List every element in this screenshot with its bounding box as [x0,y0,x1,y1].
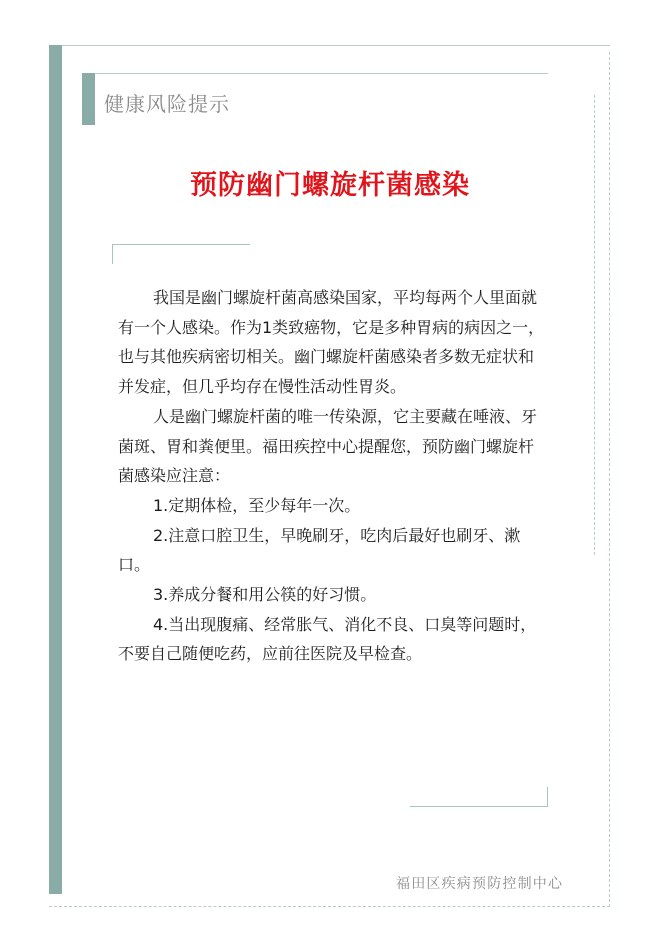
corner-bracket-top-left-vertical [112,244,113,264]
paragraph-intro: 我国是幽门螺旋杆菌高感染国家，平均每两个人里面就有一个人感染。作为1类致癌物，它是多种胃病的病因之一，也与其他疾病密切相关。幽门螺旋杆菌感染者多数无症状和并发症，但几乎均存在慢性活动性胃炎。 [118,288,545,397]
paragraph-source: 人是幽门螺旋杆菌的唯一传染源，它主要藏在唾液、牙菌斑、胃和粪便里。福田疾控中心提醒您，预防幽门螺旋杆菌感染应注意： [118,406,538,486]
tip-item: 1.定期体检，至少每年一次。 [153,495,361,515]
corner-bracket-bottom-right [410,806,548,807]
tip-item: 2.注意口腔卫生，早晚刷牙，吃肉后最好也刷牙、漱口。 [118,525,521,575]
article-body [118,283,548,669]
corner-bracket-top-left [112,244,250,245]
inner-top-line [82,73,548,74]
top-border-line [62,45,610,46]
bottom-dashed-border [49,906,610,907]
tag-accent-block [82,73,95,125]
page-title: 预防幽门螺旋杆菌感染 [190,170,470,201]
category-tag: 健康风险提示 [104,92,230,116]
footer-organization: 福田区疾病预防控制中心 [396,876,564,892]
corner-bracket-bottom-right-vertical [547,787,548,807]
tip-item: 4.当出现腹痛、经常胀气、消化不良、口臭等问题时，不要自己随便吃药，应前往医院及早检查。 [118,614,537,664]
tip-item: 3.养成分餐和用公筷的好习惯。 [153,585,377,605]
